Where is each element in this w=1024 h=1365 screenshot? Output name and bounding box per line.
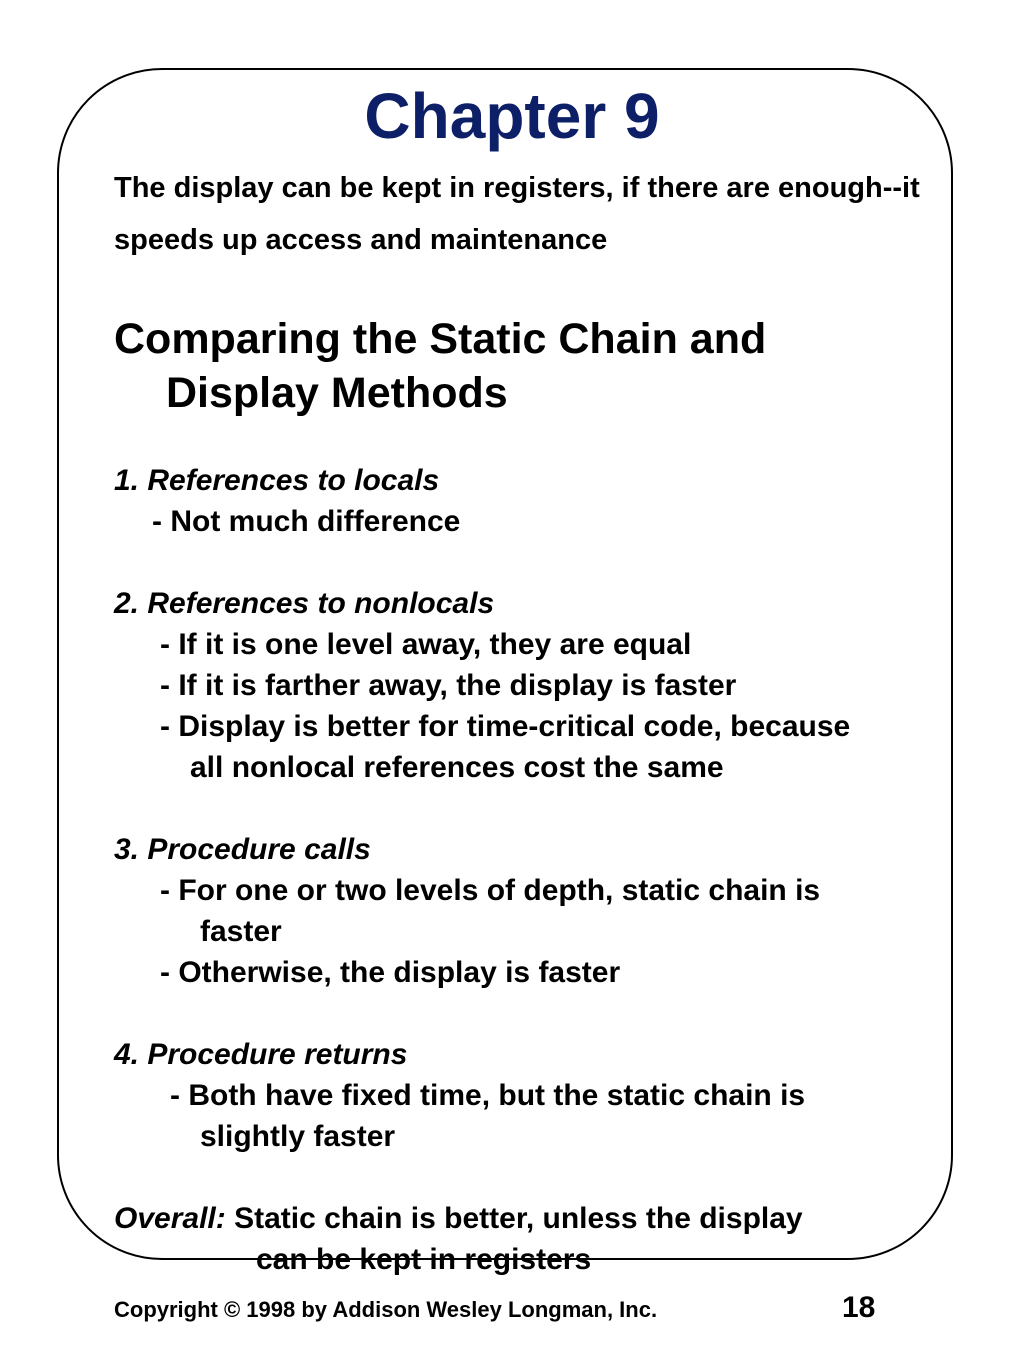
page-number: 18	[842, 1291, 876, 1324]
overall-line-2: can be kept in registers	[256, 1243, 592, 1276]
item-3-point-1: - For one or two levels of depth, static chain is	[160, 874, 821, 907]
item-1-title: 1. References to locals	[114, 464, 440, 497]
item-2-point-3: - Display is better for time-critical code, because	[160, 710, 851, 743]
item-4-point-1-continued: slightly faster	[200, 1120, 396, 1153]
section-heading-line-2: Display Methods	[166, 369, 508, 417]
item-2-title: 2. References to nonlocals	[114, 587, 495, 620]
page-title: Chapter 9	[364, 80, 660, 152]
copyright-notice: Copyright © 1998 by Addison Wesley Longman, Inc.	[114, 1297, 658, 1322]
item-1-point-1: - Not much difference	[152, 505, 461, 538]
intro-paragraph: The display can be kept in registers, if there are enough--it speeds up access and maintenance	[114, 172, 920, 256]
item-2-point-1: - If it is one level away, they are equal	[160, 628, 692, 661]
overall-label: Overall:	[114, 1202, 226, 1235]
overall-text: Static chain is better, unless the display	[234, 1202, 803, 1235]
item-3-point-2: - Otherwise, the display is faster	[160, 956, 621, 989]
section-heading	[114, 312, 766, 420]
overall-line-1	[114, 1201, 803, 1237]
item-4-point-1: - Both have fixed time, but the static chain is	[170, 1079, 806, 1112]
item-3-title: 3. Procedure calls	[114, 833, 371, 866]
item-2-point-2: - If it is farther away, the display is faster	[160, 669, 737, 702]
item-4-title: 4. Procedure returns	[114, 1038, 408, 1071]
item-3-point-1-continued: faster	[200, 915, 282, 948]
item-2-point-3-continued: all nonlocal references cost the same	[190, 751, 724, 784]
section-heading-line-1: Comparing the Static Chain and	[114, 315, 767, 363]
